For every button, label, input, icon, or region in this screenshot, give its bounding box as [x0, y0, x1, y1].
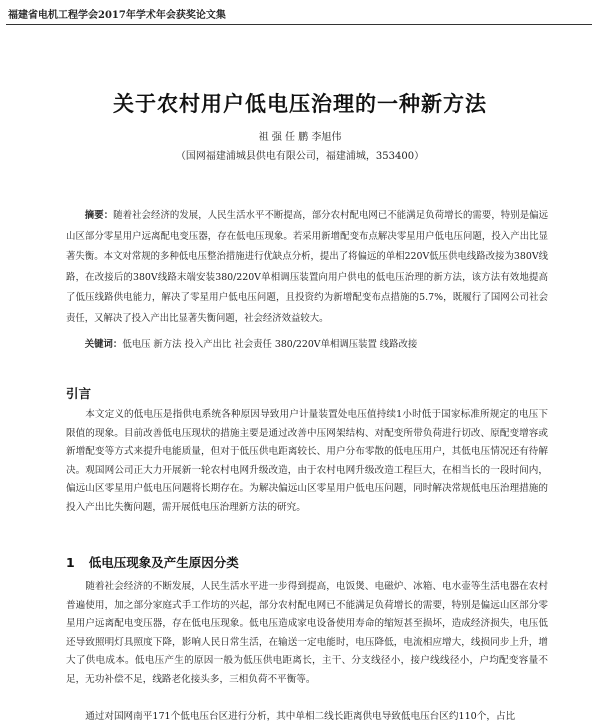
- abstract-text: 随着社会经济的发展，人民生活水平不断提高，部分农村配电网已不能满足负荷增长的需要，特别是偏远山区部分零星用户远离配电变压器，存在低电压现象。若采用新增配变布点解决零星用户低电压问题，投入产出比显著失衡。本文对常规的多种低电压整治措施进行优缺点分析，提出了将偏远的单相220V低压供电线路改接为380V线路，在改接后的380V线路末端安装380/220V单相调压装置向用户供电的低电压治理的新方法，该方法有效地提高了低压线路供电能力，解决了零星用户低电压问题，且投资约为新增配变布点措施的5.7%，既履行了国网公司社会责任，又解决了投入产出比显著失衡问题，社会经济效益较大。: [66, 210, 548, 324]
- abstract: [66, 206, 548, 330]
- keywords-text: 低电压 新方法 投入产出比 社会责任 380/220V单相调压装置 线路改接: [122, 339, 418, 350]
- section-heading-1: [66, 553, 239, 571]
- section-heading-introduction: 引言: [66, 386, 92, 401]
- header-rule: [6, 24, 592, 25]
- section-number: 1: [66, 555, 75, 570]
- partial-paragraph: 通过对国网南平171个低电压台区进行分析，其中单相二线长距离供电导致低电压台区约110个，占比: [85, 711, 516, 722]
- section-title-text: 低电压现象及产生原因分类: [88, 555, 239, 570]
- keywords: [66, 338, 548, 352]
- keywords-label: 关键词：: [84, 339, 123, 350]
- section-1-paragraph: 随着社会经济的不断发展，人民生活水平进一步得到提高，电饭煲、电磁炉、冰箱、电水壶等生活电器在农村普遍使用，加之部分家庭式手工作坊的兴起，部分农村配电网已不能满足负荷增长的需要，特别是偏远山区部分零星用户远离配电变压器，存在低电压现象。低电压造成家电设备使用寿命的缩短甚至损坏，造成经济损失，电压低还导致照明灯具照度下降，影响人民日常生活，在输送一定电能时，电压降低，电流相应增大，线损同步上升，增大了供电成本。低电压产生的原因一般为低压供电距离长，主干、分支线径小，接户线线径小，户均配变容量不足，无功补偿不足，线路老化接头多，三相负荷不平衡等。: [66, 581, 548, 685]
- introduction-paragraph: 本文定义的低电压是指供电系统各种原因导致用户计量装置处电压值持续1小时低于国家标准所规定的电压下限值的现象。目前改善低电压现状的措施主要是通过改善中压网架结构、对配变所带负荷进行切改、原配变增容或新增配变等方式来提升电能质量，但对于低压供电距离较长、用户分布零散的低电压用户，其低电压情况还有待解决。观国网公司正大力开展新一轮农村电网升级改造，由于农村电网升级改造工程巨大，在相当长的一段时间内，偏远山区零星用户低电压问题将长期存在。为解决偏远山区零星用户低电压问题，同时解决常规低电压治理措施的投入产出比失衡问题，需开展低电压治理新方法的研究。: [66, 409, 548, 513]
- running-header: 福建省电机工程学会2017年学术年会获奖论文集: [8, 10, 226, 21]
- author-list: 祖 强 任 鹏 李旭伟: [258, 132, 342, 143]
- abstract-label: 摘要：: [84, 210, 114, 221]
- paper-title: 关于农村用户低电压治理的一种新方法: [113, 91, 487, 116]
- affiliation: （国网福建浦城县供电有限公司，福建浦城，353400）: [175, 151, 425, 162]
